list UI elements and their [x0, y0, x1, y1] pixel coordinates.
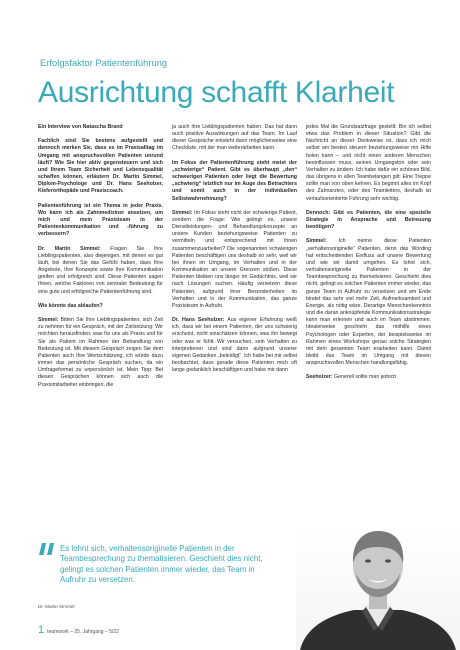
page-footer	[38, 625, 119, 636]
page-number: 1	[38, 624, 45, 636]
question: Dennoch: Gibt es Patienten, die eine spezielle Strategie in Ansprache und Betreuung benötigen?	[306, 209, 431, 231]
answer	[172, 210, 297, 310]
answer-text: Aus eigener Erfahrung weiß ich, dass wir bei einem Patienten, der uns schwierig erscheint, nicht einschätzen können, was ihn bewegt oder was er fühlt. Wir versuchen, sein Verhalten zu interpretieren und sind dann aufgrund unserer eigenen Gedanken „beleidigt“. Ich habe bei mir selbst beobachtet, dass gerade diese Patienten mich oft lange gedanklich beschäftigen und habe mir dann	[172, 317, 298, 374]
speaker: Seeholzer:	[306, 374, 333, 381]
answer	[172, 317, 297, 374]
quote-marks-icon	[38, 542, 56, 556]
pull-quote-author: Dr. Martin Simmel	[38, 604, 75, 609]
question: Patientenführung ist ein Thema in jeder Praxis. Wo kann ich als Zahnmediziner ansetzen, um mich und mein Praxisteam in der Patientenkommunikation und -führung zu verbessern?	[38, 202, 163, 238]
answer-text: Generell sollte man jedoch	[332, 374, 397, 381]
answer	[306, 374, 431, 381]
article-column-3	[306, 124, 431, 382]
kicker: Erfolgsfaktor Patientenführung	[40, 58, 168, 68]
pull-quote-text: Es lohnt sich, verhaltensoriginelle Patienten in der Teambesprechung zu thematisieren. Geschieht dies nicht, gelingt es solchen Patienten immer wieder, das Team in Aufruhr zu versetzen.	[60, 544, 263, 585]
speaker: Dr. Hans Seeholzer:	[172, 317, 225, 324]
speaker: Dr. Martin Simmel:	[38, 245, 101, 252]
footer-text: teamwork – 25. Jahrgang – 5/22	[47, 629, 119, 635]
paragraph: ja auch ihre Lieblingspatienten haben. Das hat dann auch positive Auswirkungen auf das Team. Im Lauf dieser Gespräche entsteht dann möglicherweise eine Checkliste, mit der man weiterarbeiten kann.	[172, 124, 297, 152]
headline: Ausrichtung schafft Klarheit	[38, 76, 395, 109]
portrait-photo-icon	[296, 523, 460, 650]
intro: Fachlich sind Sie bestens aufgestellt und dennoch merken Sie, dass es im Praxisalltag im Umgang mit anspruchsvollen Patienten unrund läuft? Wie Sie hier aktiv gegensteuern und sich und Ihrem Team Sicherheit und Lebensqualität schaffen können, erläutern Dr. Martin Simmel, Diplom-Psychologe und Dr. Hans Seeholzer, Kieferorthopäde und Praxiscoach.	[38, 138, 163, 195]
byline: Ein Interview von Natascha Brand	[38, 124, 123, 130]
speaker: Simmel:	[306, 238, 327, 245]
answer	[38, 317, 163, 389]
question: Wie könnte das ablaufen?	[38, 302, 103, 309]
answer	[38, 246, 163, 296]
answer-text: Ich nenne diese Patienten „verhaltensoriginelle“ Patienten, denn das Wording hat entscheidenden Einfluss auf unsere Bewertung und wie wir damit umgehen. Es lohnt sich, verhaltensoriginelle Patienten in der Teambesprechung zu thematisieren. Geschieht dies nicht, gelingt es solchen Patienten immer wieder, das ganze Team in Aufruhr zu versetzen und am Ende bindet das sehr viel mehr Zeit, Aufmerksamkeit und Energie, als nötig wäre. Derartige Menschenkenntnis und die daran anknüpfende Kommunikationsstrategie kann man erlernen und auch im Team abstimmen. Idealerweise geschieht das mithilfe eines Psychologen oder Experten, der beispielsweise im Rahmen eines Workshops genau solche Strategien mit dem gesamten Team erarbeiten kann. Damit bleibt das Team im Umgang mit diesen anspruchsvollen Menschen handlungsfähig.	[306, 238, 431, 367]
answer	[306, 238, 431, 367]
answer-text: Bitten Sie Ihre Lieblingspatienten, sich Zeit zu nehmen für ein Gespräch, mit der Zielsetzung: Wir möchten herausfinden, was für uns als Praxis und für Sie als Patient im Rahmen der Behandlung von Bedeutung ist. Mit diesem Gespräch zeigen Sie dem Patienten auch Ihre Wertschätzung, ich würde dazu immer das persönliche Gespräch suchen, da ein Umfrageformat zu unpersönlich ist. Mein Tipp: Bei diesen Gesprächen können sich auch die Praxismitarbeiter einbringen, die	[38, 317, 163, 388]
article-column-2	[172, 124, 297, 374]
question: Im Fokus der Patientenführung steht meist der „schwierige“ Patient. Gibt es überhaupt „den“ schwierigen Patienten oder liegt die Bewertung „schwierig“ letztlich nur im Auge des Betrachters und somit auch in der individuellen Selbstwahrnehmung?	[172, 159, 297, 202]
answer-text: Fragen Sie Ihre Lieblingspatienten, also diejenigen, mit denen es gut läuft, bei denen Sie das Gefühl haben, dass Ihre Angebote, Ihre Konzepte sowie Ihre Kommunikation greifen und erfolgreich sind: Diese Patienten sagen Ihnen, welche Faktoren von zentraler Bedeutung für eine gute und erfolgreiche Patientenführung sind.	[38, 245, 163, 295]
portrait-photo	[296, 523, 460, 650]
speaker: Simmel:	[172, 209, 193, 216]
speaker: Simmel:	[38, 317, 59, 324]
article-column-1	[38, 124, 163, 389]
paragraph: jedes Mal die Grundsatzfrage gestellt: Bin ich selbst etwa das Problem in dieser Situation? Gibt die Nachricht an dieser Denkweise ist, dass ich mich selbst am besten steuern beziehungsweise mir Hilfe holen kann – und nicht einen anderen Menschen beeinflussen muss, seinen Umgangston oder sein Verhalten zu ändern. Ich habe dafür ein schönes Bild, das übrigens in allen Teambelangen gilt: Eine Treppe sollte man von oben kehren. Es beginnt alles im Kopf des Zahnarztes, oder des Teamleiters, deshalb ist verlaufsorientierte Führung sehr wichtig.	[306, 124, 431, 202]
answer-text: Im Fokus steht nicht der schwierige Patient, sondern die Frage: Wie gelingt es, unsere Dienstleistungen- und Behandlungskonzepte an unsere Kunden beziehungsweise Patienten zu vermitteln und entsprechend mit ihnen zusammenzuarbeiten? Die sogenannten schwierigen Patienten beschäftigen uns deshalb so sehr, weil wir bei ihnen im Umgang, im Verhalten und in der Kommunikation an unsere Grenzen stoßen. Diese Patienten bleiben uns länger im Gedächtnis, weil wir nach Lösungen suchen. Häufig versetzen diese Patienten, aufgrund ihrer Besonderheiten im Verhalten und in der Kommunikation, das ganze Praxisteam in Aufruhr.	[172, 209, 297, 309]
